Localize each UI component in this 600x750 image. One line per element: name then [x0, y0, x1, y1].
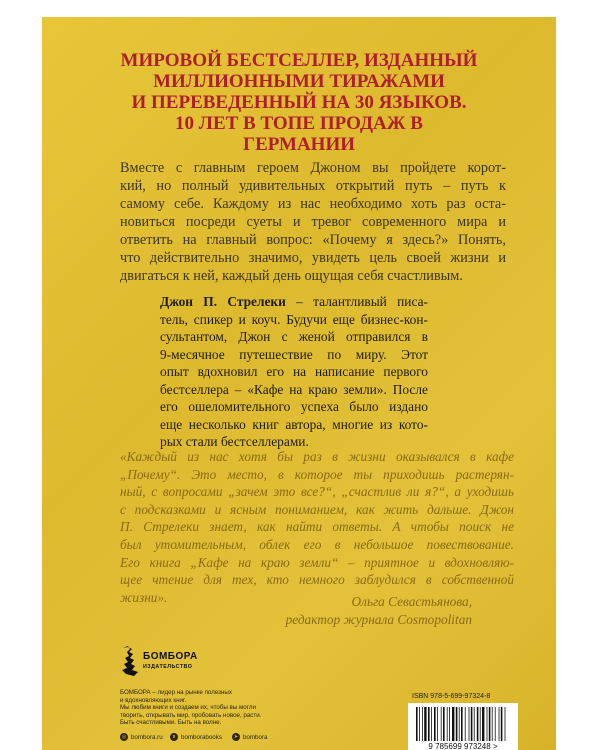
- barcode-bar: [452, 707, 454, 741]
- intro-line: ответить на главный вопрос: «Почему я здесь?» Понять,: [120, 232, 506, 248]
- author-bio-line: опыт вдохновил его на написание первого: [160, 364, 428, 379]
- signature-role: редактор журнала Cosmopolitan: [285, 611, 472, 627]
- barcode-bar: [422, 707, 423, 741]
- logo-subtitle: ИЗДАТЕЛЬСТВО: [143, 664, 193, 670]
- quote-line: ный, с вопросами „зачем это все?“, „счастлив ли я?“, а уходишь: [120, 484, 514, 500]
- barcode-bar: [459, 707, 460, 741]
- barcode-bar: [482, 707, 484, 741]
- barcode-bar: [480, 707, 481, 741]
- quote-line: был утомительным, облек его в небольшое повествование.: [120, 536, 514, 552]
- barcode-bar: [424, 707, 426, 741]
- barcode-bar: [501, 707, 503, 741]
- quote-line: „Почему“. Это место, в которое ты приходишь растерян-: [120, 466, 514, 482]
- quote-line: щее чтение для тех, кто немного заблудился в собственной: [120, 572, 514, 588]
- author-bio-line: еще несколько книг автора, многие из кото-: [160, 416, 428, 432]
- author-bio-line: бестселлера – «Кафе на краю земли». После: [160, 381, 428, 397]
- publisher-line: БОМБОРА – лидер на рынке полезных: [120, 689, 232, 696]
- author-bio-first-line: [160, 293, 428, 311]
- barcode: [408, 703, 518, 750]
- author-bio-line: тель, спикер и коуч. Будучи еще бизнес-кон-: [160, 311, 428, 327]
- intro-line: двигаться к ней, каждый день ощущая себя счастливым.: [120, 268, 463, 284]
- headline-line: ГЕРМАНИИ: [243, 134, 355, 155]
- barcode-bar: [469, 707, 470, 741]
- intro-line: кий, но полный удивительных открытий путь – путь к: [120, 178, 506, 194]
- social-handle: bomborabooks: [181, 733, 222, 741]
- logo-title: БОМБОРА: [143, 651, 198, 662]
- barcode-bar: [477, 707, 479, 741]
- intro-paragraph: [120, 159, 506, 285]
- barcode-bar: [437, 707, 438, 741]
- author-bio-line: сультантом, Джон с женой отправился в: [160, 329, 428, 344]
- intro-line: Вместе с главным героем Джоном вы пройдете корот-: [120, 160, 506, 176]
- signature-name: Ольга Севастьянова,: [351, 594, 472, 609]
- book-back-cover: [42, 17, 556, 750]
- quote-line: жизни».: [120, 589, 168, 605]
- barcode-bar: [441, 707, 442, 741]
- barcode-bar: [465, 707, 466, 741]
- telegram-icon: ➤: [233, 734, 239, 740]
- isbn-label: ISBN 978-5-699-97324-8: [412, 693, 491, 700]
- social-link-instagram[interactable]: [120, 732, 163, 742]
- author-bio-text: – талантливый писа-: [285, 294, 428, 309]
- instagram-icon: ◎: [121, 734, 127, 740]
- publisher-line: творить, открывать мир, пробовать новое, расти.: [120, 711, 262, 719]
- barcode-bar: [431, 707, 432, 741]
- barcode-bar: [456, 707, 458, 741]
- barcode-number: 9 785699 973248 >: [428, 742, 498, 750]
- barcode-bar: [487, 707, 488, 741]
- barcode-bar: [505, 707, 506, 741]
- barcode-bar: [471, 707, 473, 741]
- social-link-vk[interactable]: [170, 732, 222, 742]
- review-quote: [120, 448, 514, 606]
- headline-line: МИРОВОЙ БЕСТСЕЛЛЕР, ИЗДАННЫЙ: [120, 50, 478, 71]
- barcode-bar: [434, 707, 436, 741]
- barcode-bar: [492, 707, 493, 741]
- barcode-bar: [461, 707, 463, 741]
- social-handle: bombora.ru: [131, 733, 163, 741]
- bombora-mark-icon: [120, 644, 140, 678]
- barcode-bar: [416, 707, 418, 741]
- barcode-bar: [449, 707, 450, 741]
- barcode-bar: [447, 707, 448, 741]
- author-bio-line: его ошеломительного успеха было издано: [160, 399, 428, 414]
- headline-line: И ПЕРЕВЕДЕННЫЙ НА 30 ЯЗЫКОВ.: [131, 92, 467, 113]
- headline-line: МИЛЛИОННЫМИ ТИРАЖАМИ: [153, 71, 445, 92]
- intro-line: самому себе. Каждому из нас необходимо хоть раз оста-: [120, 196, 506, 212]
- author-bio: [160, 293, 428, 451]
- barcode-bar: [499, 707, 500, 741]
- barcode-bar: [489, 707, 491, 741]
- publisher-line: и вдохновляющих книг.: [120, 696, 187, 704]
- quote-line: «Каждый из нас хотя бы раз в жизни оказывался в кафе: [120, 449, 514, 464]
- barcode-bars: [416, 707, 510, 741]
- barcode-bar: [419, 707, 420, 741]
- barcode-bar: [428, 707, 430, 741]
- social-handle: bombora: [243, 733, 268, 741]
- author-bio-line: 9-месячное путешествие по миру. Этот: [160, 346, 428, 362]
- publisher-logo: [120, 644, 200, 680]
- author-bio-line: рых стали бестселлерами.: [160, 434, 309, 449]
- intro-line: новиться посреди суеты и тревог современного мира и: [120, 214, 506, 230]
- barcode-bar: [443, 707, 445, 741]
- publisher-description: [120, 689, 280, 727]
- quote-signature: [286, 593, 472, 628]
- headline: [42, 50, 556, 155]
- quote-line: Его книга „Кафе на краю земли“ – приятное и вдохновляю-: [120, 554, 514, 570]
- social-link-telegram[interactable]: [232, 732, 267, 742]
- publisher-line: Мы любим книги и создаем их, чтобы вы могли: [120, 704, 256, 712]
- author-name: Джон П. Стрелеки: [160, 294, 286, 309]
- vk-icon: в: [170, 733, 178, 741]
- headline-line: 10 ЛЕТ В ТОПЕ ПРОДАЖ В: [175, 113, 423, 134]
- barcode-bar: [495, 707, 496, 741]
- publisher-line: Быть счастливыми. Быть на волне.: [120, 719, 222, 727]
- quote-line: с подсказками и ясным пониманием, как жить дальше. Джон: [120, 501, 514, 517]
- quote-line: П. Стрелеки знает, как найти ответы. А чтобы поиск не: [120, 519, 514, 535]
- barcode-bar: [474, 707, 475, 741]
- intro-line: что действительно значимо, увидеть цель своей жизни и: [120, 250, 506, 266]
